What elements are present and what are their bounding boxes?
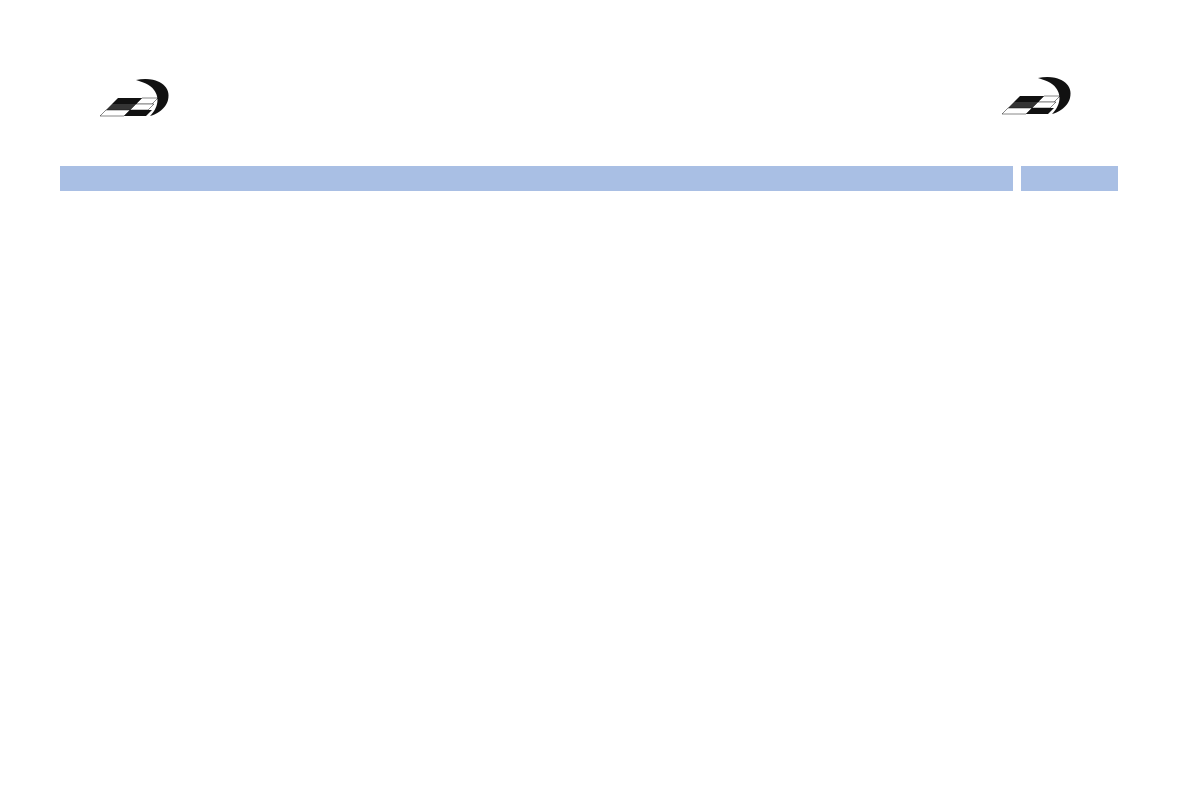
header-run-3	[824, 166, 919, 191]
header-class	[538, 166, 634, 191]
header-car	[368, 166, 538, 191]
checkered-flag-icon	[998, 74, 1088, 130]
header-run-2	[729, 166, 824, 191]
header-name	[132, 166, 368, 191]
header-run-4	[919, 166, 1013, 191]
rmaac-logo-left	[96, 76, 186, 156]
header-best-3-laps	[1021, 166, 1118, 191]
rmaac-logo-right	[998, 74, 1088, 154]
checkered-flag-icon	[96, 76, 186, 132]
header-car-no	[60, 166, 132, 191]
header-run-1	[634, 166, 729, 191]
